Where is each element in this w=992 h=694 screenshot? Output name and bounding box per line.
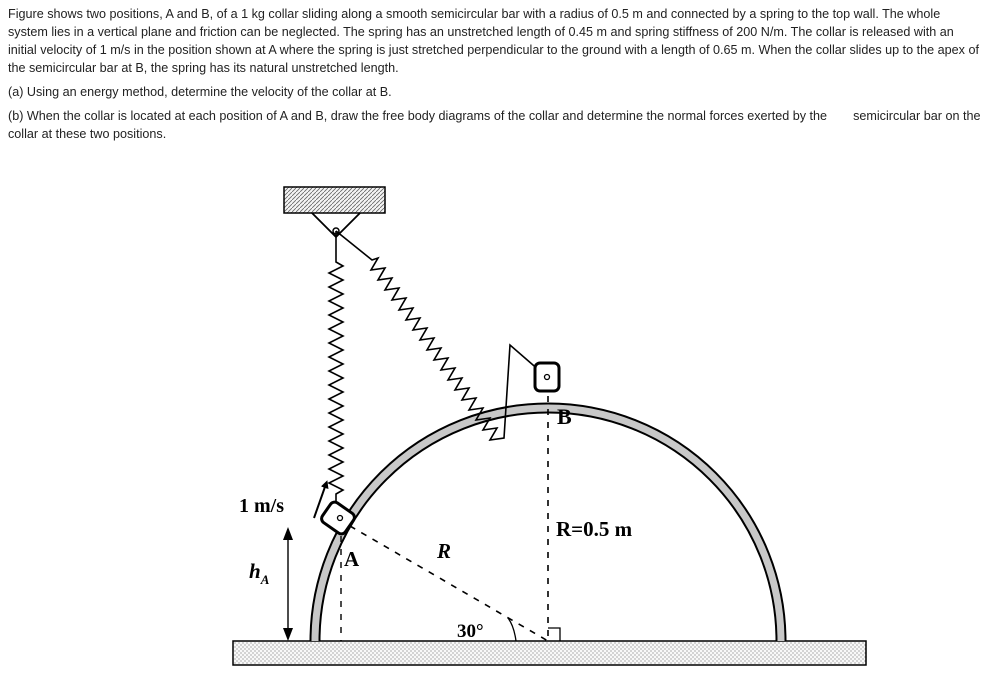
angle-arc xyxy=(508,618,516,641)
right-angle-mark xyxy=(548,628,560,641)
problem-part-a: (a) Using an energy method, determine the velocity of the collar at B. xyxy=(8,85,392,99)
label-A: A xyxy=(344,547,360,571)
velocity-label: 1 m/s xyxy=(239,495,284,517)
ground xyxy=(233,641,866,665)
collar-B-pin xyxy=(545,375,550,380)
h-arrow-bottom xyxy=(283,628,293,641)
part-b-text-2: semicircular xyxy=(853,109,921,123)
angle-label: 30° xyxy=(457,621,484,642)
spring-A xyxy=(329,231,343,518)
h-label-sub: A xyxy=(260,572,270,587)
label-B: B xyxy=(557,404,572,429)
h-label-main: h xyxy=(249,559,261,583)
radius-label: R=0.5 m xyxy=(556,517,633,541)
part-b-text-1: (b) When the collar is located at each position of A and B, draw the free body diagrams of the collar and determine the normal forces exerted by the xyxy=(8,109,828,123)
collar-A-pin xyxy=(338,516,343,521)
top-wall xyxy=(284,187,385,213)
h-arrow-top xyxy=(283,527,293,540)
h-label xyxy=(249,559,270,587)
part-b-text-3: bar on the collar at these two positions. xyxy=(8,109,981,141)
problem-intro: Figure shows two positions, A and B, of a 1 kg collar sliding along a smooth semicircular bar with a radius of 0.5 m and connected by a spring to the top wall. The whole system lies in a vertical plane and friction can be neglected. The spring has an unstretched length of 0.45 m and spring stiffness of 200 N/m. The collar is released with an initial velocity of 1 m/s in the position shown at A where the spring is just stretched perpendicular to the ground with a length of 0.65 m. When the collar slides up to the apex of the semicircular bar at B, the spring has its natural unstretched length. xyxy=(8,7,979,75)
label-R: R xyxy=(437,539,452,563)
